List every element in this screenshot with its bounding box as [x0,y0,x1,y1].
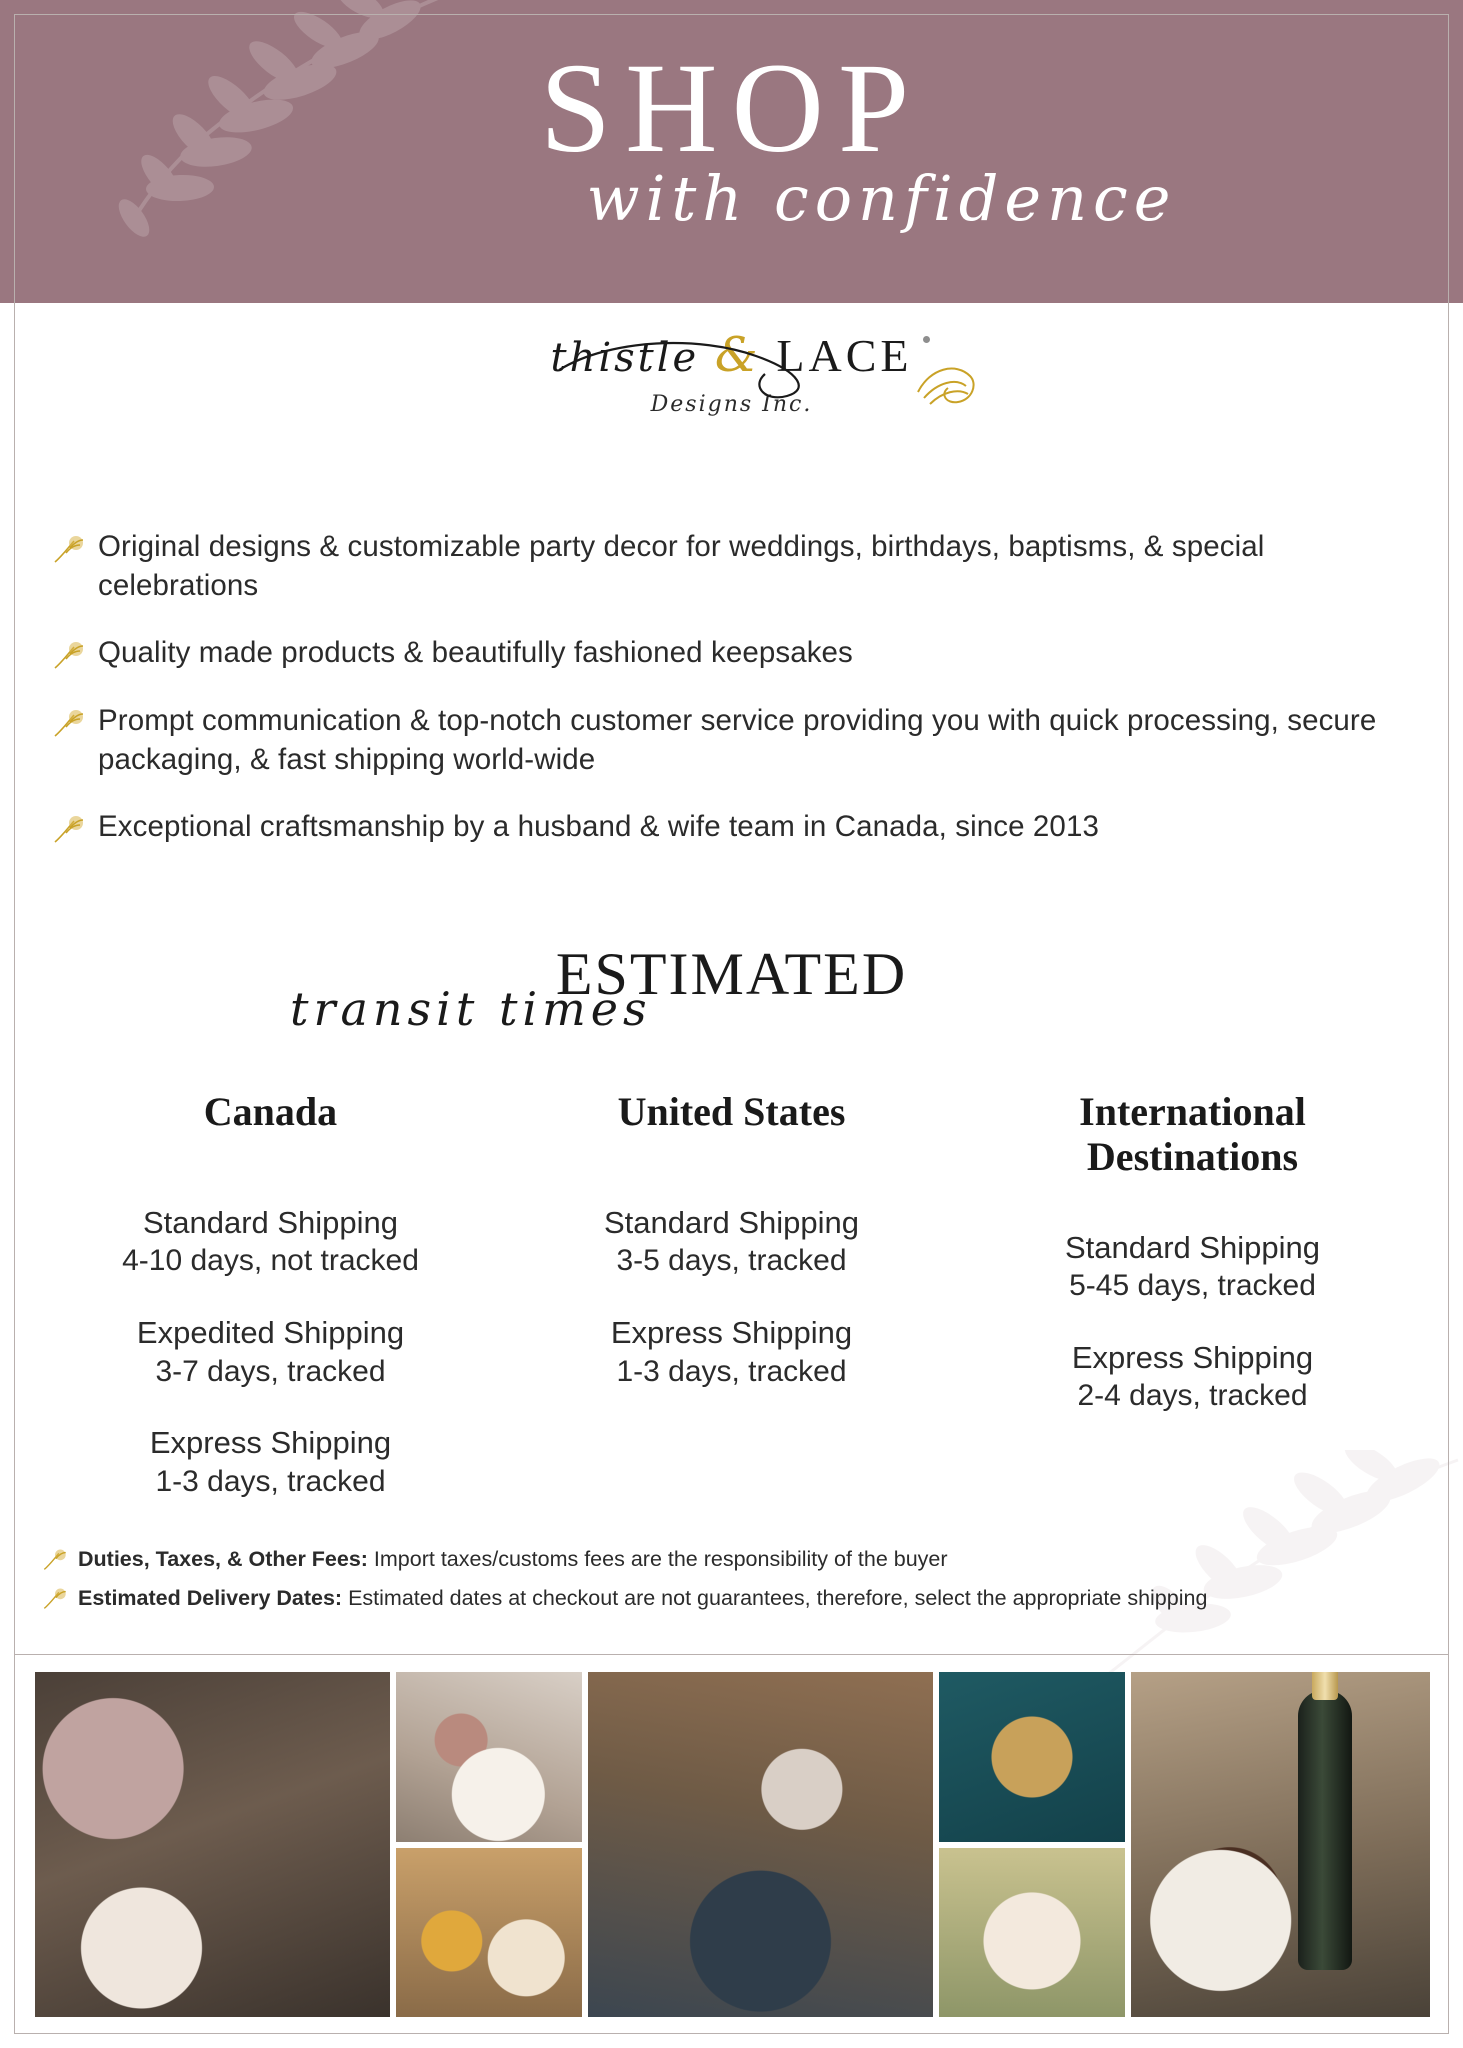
photo-stack-right [939,1672,1125,2017]
teal-first-trip-around-the-sun-topper-photo [939,1672,1125,1842]
service-entry [501,1203,962,1281]
service-entry [40,1203,501,1281]
service-name: Standard Shipping [1064,1229,1321,1265]
gold-sprig-icon [42,1548,68,1574]
service-name: Standard Shipping [142,1204,399,1240]
list-item [52,528,1412,606]
list-item [52,808,1412,848]
column-title-line2: Destinations [1086,1133,1299,1179]
baby-with-smash-cake-photo [35,1672,390,2017]
wedding-couple-cake-photo [588,1672,933,2017]
transit-heading-script: transit times [290,982,652,1036]
service-name: Expedited Shipping [136,1314,405,1350]
page-title: SHOP [539,37,924,179]
note-text [78,1584,1207,1613]
note-item [42,1545,1422,1574]
list-item-label: Quality made products & beautifully fashioned keepsakes [98,635,853,669]
service-entry [962,1228,1423,1306]
service-entry [962,1338,1423,1416]
note-label: Estimated Delivery Dates: [78,1586,343,1611]
logo-word-thistle: thistle [550,335,700,381]
note-label: Duties, Taxes, & Other Fees: [78,1547,368,1571]
section-divider [14,1654,1449,1655]
list-item-label: Prompt communication & top-notch customer service providing you with quick processing, secure packaging, & fast shipping world-wide [98,703,1377,776]
logo-ampersand: & [714,327,761,383]
service-name: Express Shipping [610,1314,853,1350]
logo-wordmark [550,327,913,383]
service-detail: 5-45 days, tracked [1069,1269,1316,1303]
note-body: Import taxes/customs fees are the responsibility of the buyer [367,1547,948,1571]
gold-sprig-icon [52,708,86,742]
gold-cake-topper-champagne-photo [1131,1672,1430,2017]
list-item [52,634,1412,674]
logo-gold-flourish-icon [912,348,982,418]
service-detail: 4-10 days, not tracked [122,1244,419,1278]
service-entry [40,1423,501,1501]
header-banner [0,0,1463,303]
product-photo-gallery [35,1672,1430,2017]
transit-heading-main: ESTIMATED [555,941,908,1007]
logo-tagline: Designs Inc. [650,392,813,418]
service-name: Express Shipping [149,1424,392,1460]
baby-girl-field-photo [939,1848,1125,2018]
column-title: United States [617,1089,846,1134]
column-title: Canada [203,1089,338,1134]
service-detail: 1-3 days, tracked [155,1464,386,1498]
transit-column-united-states [501,1090,962,1533]
page-subtitle: with confidence [586,162,1177,235]
photo-stack-left [396,1672,582,2017]
column-title [962,1090,1423,1180]
list-item [52,702,1412,780]
brand-logo [0,327,1463,418]
service-entry [501,1313,962,1391]
column-title-line1: International [1079,1089,1306,1134]
logo-registered-dot-icon [923,336,930,343]
gold-sprig-icon [42,1587,68,1613]
service-detail: 3-5 days, tracked [616,1244,847,1278]
transit-column-canada [40,1090,501,1533]
champagne-bottle-shape [1298,1690,1352,1970]
note-item [42,1584,1422,1613]
transit-times-heading [0,940,1463,1036]
fine-print-notes [42,1545,1422,1623]
gold-sprig-icon [52,640,86,674]
logo-word-lace: LACE [776,330,913,381]
service-name: Standard Shipping [603,1204,860,1240]
transit-times-table [40,1090,1423,1533]
hexagon-cake-topper-photo [396,1672,582,1842]
service-name: Express Shipping [1071,1339,1314,1375]
service-entry [40,1313,501,1391]
service-detail: 2-4 days, tracked [1077,1379,1308,1413]
service-detail: 1-3 days, tracked [616,1354,847,1388]
service-detail: 3-7 days, tracked [155,1354,386,1388]
list-item-label: Original designs & customizable party decor for weddings, birthdays, baptisms, & special celebrations [98,530,1265,602]
note-text [78,1545,948,1574]
note-body: Estimated dates at checkout are not guarantees, therefore, select the appropriate shipping [342,1586,1208,1611]
value-proposition-list [52,528,1412,876]
gold-sprig-icon [52,814,86,848]
gold-sprig-icon [52,534,86,568]
transit-column-international [962,1090,1423,1533]
list-item-label: Exceptional craftsmanship by a husband & wife team in Canada, since 2013 [98,809,1099,843]
sunflower-first-birthday-photo [396,1848,582,2018]
